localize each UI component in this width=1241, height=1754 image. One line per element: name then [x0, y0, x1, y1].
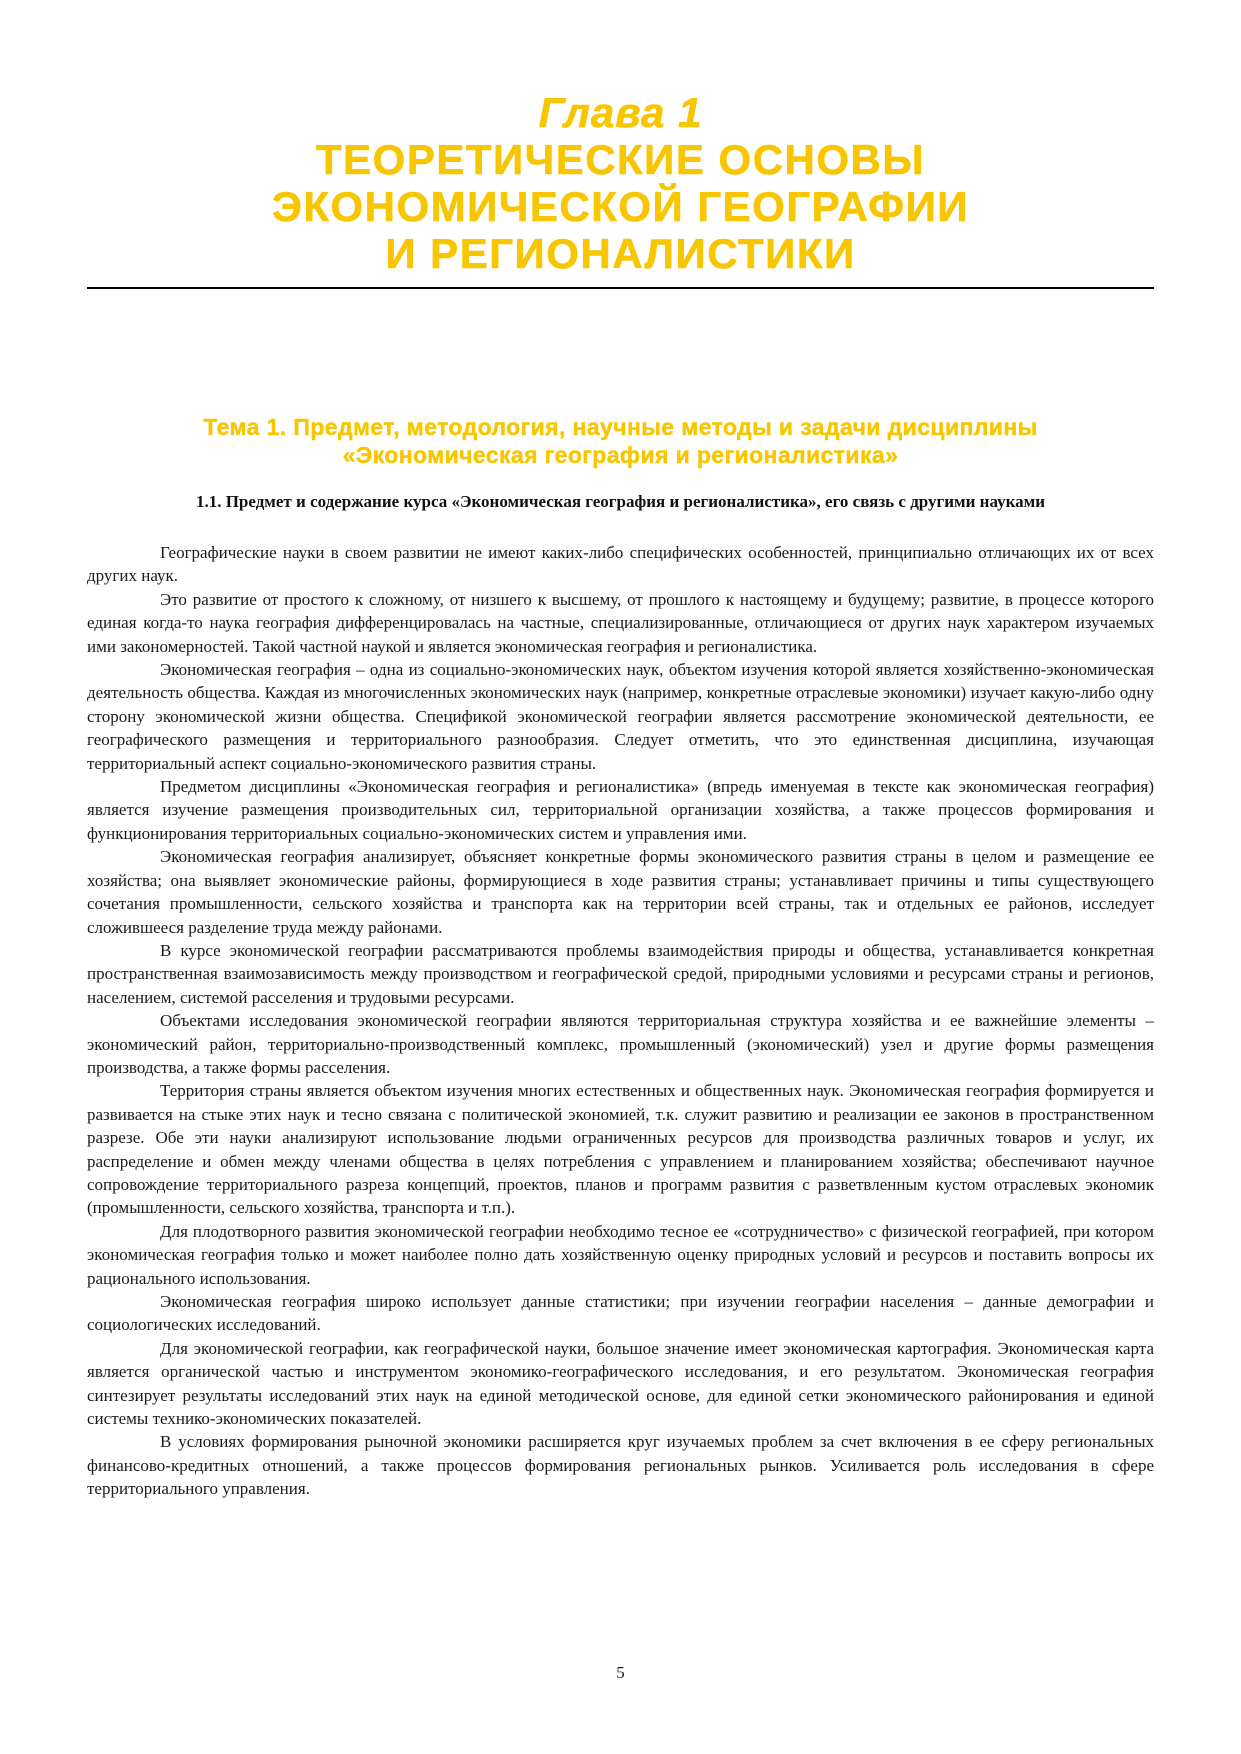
paragraph: Для экономической географии, как географической науки, большое значение имеет экономическая картография. Экономическая карта является органической частью и инструментом экономико-географического исследования, и его результатом. Экономическая география синтезирует результаты исследований этих наук на единой методической основе, для единой сетки экономического районирования и единой системы технико-экономических показателей.: [87, 1338, 1154, 1429]
page-number: 5: [616, 1663, 625, 1682]
chapter-label: Глава 1: [538, 89, 703, 136]
topic-title-line: «Экономическая география и регионалистика»: [342, 442, 899, 468]
section-title: 1.1. Предмет и содержание курса «Экономическая география и регионалистика», его связь с другими науками: [195, 492, 1046, 511]
paragraph: Это развитие от простого к сложному, от низшего к высшему, от прошлого к настоящему и будущему; развитие, в процессе которого единая когда-то наука география дифференцировалась на частные, специализированные, отличающиеся от других наук характером изучаемых ими закономерностей. Такой частной наукой и является экономическая география и регионалистика.: [87, 589, 1154, 656]
paragraph: Объектами исследования экономической географии являются территориальная структура хозяйства и ее важнейшие элементы – экономический район, территориально-производственный комплекс, промышленный (экономический) узел и другие формы размещения производства, а также формы расселения.: [87, 1011, 1154, 1077]
paragraph: Территория страны является объектом изучения многих естественных и общественных наук. Экономическая география формируется и развивается на стыке этих наук и тесно связана с политической экономией, т.к. служит развитию и реализации ее законов в пространственном разрезе. Обе эти науки анализируют использование людьми ограниченных ресурсов для производства различных товаров и услуг, их распределение и обмен между членами общества в целях потребления с управлением и планированием хозяйства; обеспечивают научное сопровождение территориального разреза концепций, проектов, планов и программ развития с разветвленным кустом отраслевых экономик (промышленности, сельского хозяйства, транспорта и т.п.).: [87, 1081, 1154, 1218]
header-divider: [87, 287, 1154, 289]
body-text: [87, 541, 1154, 1501]
topic-title-line: Тема 1. Предмет, методология, научные методы и задачи дисциплины: [203, 414, 1038, 440]
paragraph: Предметом дисциплины «Экономическая география и регионалистика» (впредь именуемая в тексте как экономическая география) является изучение размещения производительных сил, территориальной организации хозяйства, а также процессов формирования и функционирования территориальных социально-экономических систем и управления ими.: [87, 777, 1154, 843]
paragraph: Экономическая география анализирует, объясняет конкретные формы экономического развития страны в целом и размещение ее хозяйства; она выявляет экономические районы, формирующиеся в ходе развития страны; устанавливает причины и типы существующего сочетания промышленности, сельского хозяйства и транспорта как на территории всей страны, так и отдельных ее районов, исследует сложившееся разделение труда между районами.: [87, 847, 1154, 937]
paragraph: Экономическая география – одна из социально-экономических наук, объектом изучения которой является хозяйственно-экономическая деятельность общества. Каждая из многочисленных экономических наук (например, конкретные отраслевые экономики) изучает какую-либо одну сторону экономической жизни общества. Спецификой экономической географии является рассмотрение экономической деятельности, ее географического размещения и территориального разнообразия. Следует отметить, что это единственная дисциплина, изучающая территориальный аспект социально-экономического развития страны.: [87, 660, 1154, 773]
paragraph: Экономическая география широко использует данные статистики; при изучении географии населения – данные демографии и социологических исследований.: [87, 1292, 1154, 1335]
chapter-title-line: ЭКОНОМИЧЕСКОЙ ГЕОГРАФИИ: [271, 183, 969, 230]
chapter-title: [87, 136, 1154, 277]
paragraph: В условиях формирования рыночной экономики расширяется круг изучаемых проблем за счет включения в ее сферу региональных финансово-кредитных отношений, а также процессов формирования региональных рынков. Усиливается роль исследования в сфере территориального управления.: [87, 1432, 1154, 1499]
paragraph: В курсе экономической географии рассматриваются проблемы взаимодействия природы и общества, устанавливается конкретная пространственная взаимозависимость между производством и географической средой, природными условиями и ресурсами страны и регионов, населением, системой расселения и трудовыми ресурсами.: [87, 940, 1154, 1007]
paragraph: Географические науки в своем развитии не имеют каких-либо специфических особенностей, принципиально отличающих их от всех других наук.: [87, 543, 1154, 586]
paragraph: Для плодотворного развития экономической географии необходимо тесное ее «сотрудничество» с физической географией, при котором экономическая география только и может наиболее полно дать хозяйственную оценку природных условий и ресурсов и поставить вопросы их рационального использования.: [87, 1221, 1154, 1288]
topic-title: [87, 413, 1154, 469]
chapter-header: [87, 90, 1154, 277]
chapter-title-line: ТЕОРЕТИЧЕСКИЕ ОСНОВЫ: [315, 136, 926, 183]
chapter-title-line: И РЕГИОНАЛИСТИКИ: [385, 230, 856, 277]
